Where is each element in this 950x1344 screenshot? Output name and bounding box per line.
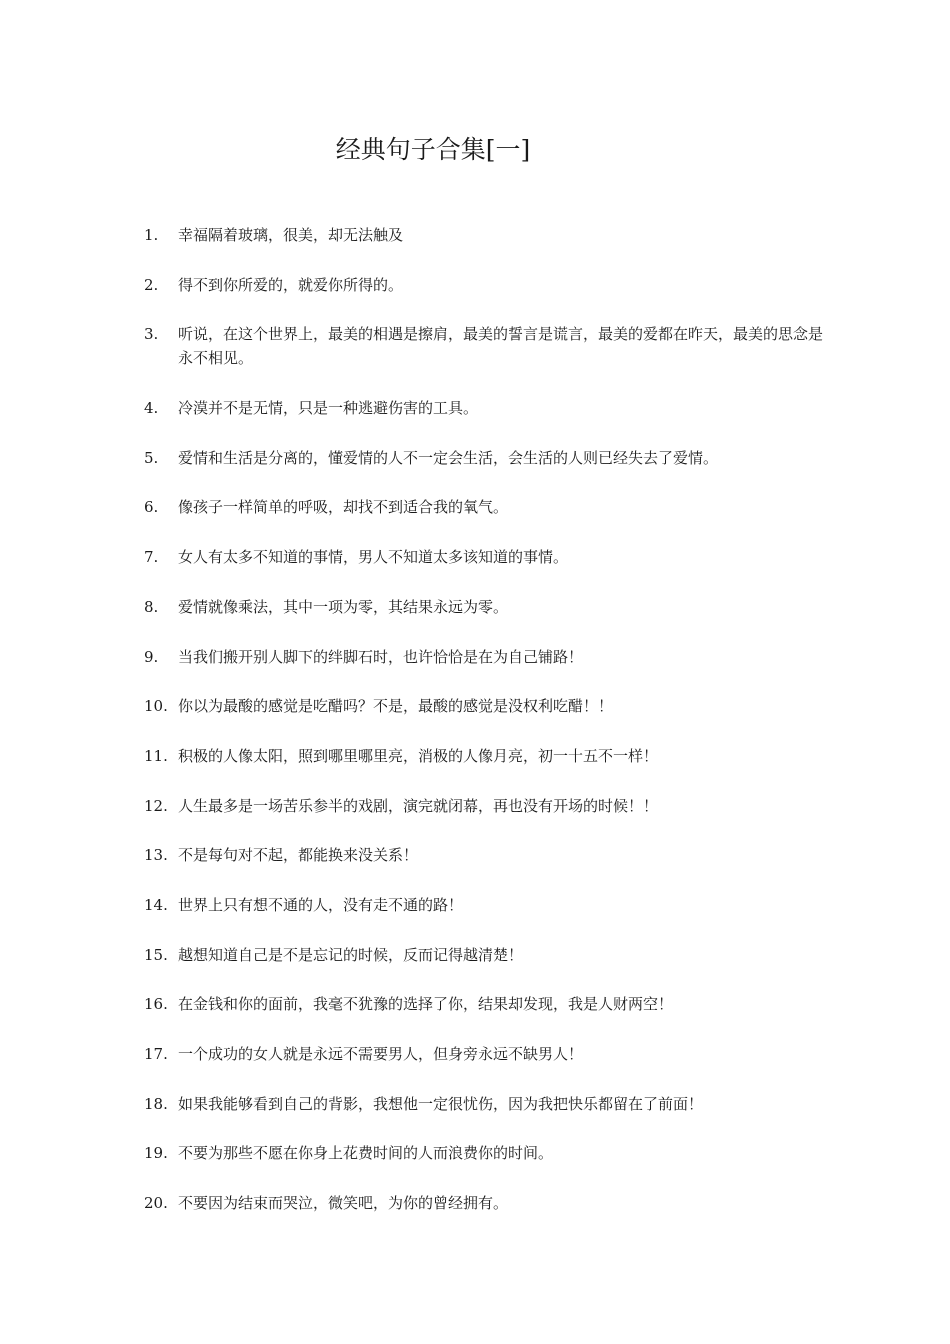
list-item-text: 冷漠并不是无情，只是一种逃避伤害的工具。 [178, 399, 479, 418]
list-item-number: 1. [144, 226, 159, 244]
list-item-text: 不是每句对不起，都能换来没关系！ [178, 846, 419, 865]
list-item-number: 14. [144, 895, 168, 914]
list-item-number: 5. [144, 448, 159, 467]
list-item [144, 1191, 824, 1215]
list-item [144, 223, 824, 247]
list-item-number: 2. [144, 275, 159, 294]
list-item-number: 10. [144, 697, 168, 716]
list-item-number: 8. [144, 597, 159, 616]
list-item-number: 12. [144, 796, 168, 815]
list-item-text: 幸福隔着玻璃，很美，却无法触及 [178, 226, 404, 244]
list-item-number: 11. [144, 746, 168, 765]
list-item [144, 446, 824, 470]
list-item-text: 越想知道自己是不是忘记的时候，反而记得越清楚！ [178, 945, 524, 964]
list-item-text: 得不到你所爱的，就爱你所得的。 [178, 275, 404, 294]
list-item-text: 女人有太多不知道的事情，男人不知道太多该知道的事情。 [178, 548, 569, 567]
list-item-text: 当我们搬开别人脚下的绊脚石时，也许恰恰是在为自己铺路！ [178, 647, 584, 666]
list-item [144, 1042, 824, 1066]
list-item-number: 20. [144, 1194, 168, 1213]
list-item-number: 17. [144, 1045, 168, 1063]
quote-list [144, 223, 824, 1241]
list-item-text: 一个成功的女人就是永远不需要男人，但身旁永远不缺男人！ [178, 1045, 584, 1063]
list-item-text: 像孩子一样简单的呼吸，却找不到适合我的氧气。 [178, 498, 509, 517]
list-item-text: 世界上只有想不通的人，没有走不通的路！ [178, 895, 464, 914]
list-item-number: 19. [144, 1144, 168, 1163]
list-item [144, 943, 824, 967]
list-item [144, 645, 824, 669]
list-item-number: 13. [144, 846, 168, 865]
list-item-text: 你以为最酸的感觉是吃醋吗？不是，最酸的感觉是没权利吃醋！！ [178, 697, 614, 716]
list-item-text: 爱情就像乘法，其中一项为零，其结果永远为零。 [178, 597, 509, 616]
list-item [144, 545, 824, 569]
list-item-text: 人生最多是一场苦乐参半的戏剧，演完就闭幕，再也没有开场的时候！！ [178, 796, 659, 815]
list-item [144, 744, 824, 768]
list-item-text: 不要为那些不愿在你身上花费时间的人而浪费你的时间。 [178, 1144, 554, 1163]
list-item [144, 893, 824, 917]
list-item-number: 7. [144, 548, 159, 567]
list-item [144, 495, 824, 519]
list-item [144, 273, 824, 297]
list-item-number: 4. [144, 399, 159, 418]
list-item-number: 18. [144, 1094, 168, 1113]
list-item [144, 1092, 824, 1116]
list-item [144, 1141, 824, 1165]
list-item [144, 843, 824, 867]
list-item [144, 794, 824, 818]
list-item [144, 595, 824, 619]
list-item [144, 322, 824, 370]
list-item-text: 如果我能够看到自己的背影，我想他一定很忧伤，因为我把快乐都留在了前面！ [178, 1094, 704, 1113]
list-item [144, 992, 824, 1016]
list-item-text: 听说，在这个世界上，最美的相遇是擦肩，最美的誓言是谎言，最美的爱都在昨天，最美的思念是永不相见。 [178, 325, 824, 368]
page-title: 经典句子合集[一] [335, 135, 531, 164]
list-item [144, 396, 824, 420]
list-item-text: 不要因为结束而哭泣，微笑吧，为你的曾经拥有。 [178, 1194, 509, 1213]
list-item-number: 16. [144, 995, 168, 1014]
list-item-number: 6. [144, 498, 159, 517]
list-item [144, 694, 824, 718]
list-item-text: 在金钱和你的面前，我毫不犹豫的选择了你，结果却发现，我是人财两空！ [178, 995, 674, 1014]
list-item-number: 3. [144, 325, 159, 344]
list-item-text: 积极的人像太阳，照到哪里哪里亮，消极的人像月亮，初一十五不一样！ [178, 746, 659, 765]
list-item-text: 爱情和生活是分离的，懂爱情的人不一定会生活，会生活的人则已经失去了爱情。 [178, 448, 719, 467]
list-item-number: 15. [144, 945, 168, 964]
list-item-number: 9. [144, 647, 159, 666]
